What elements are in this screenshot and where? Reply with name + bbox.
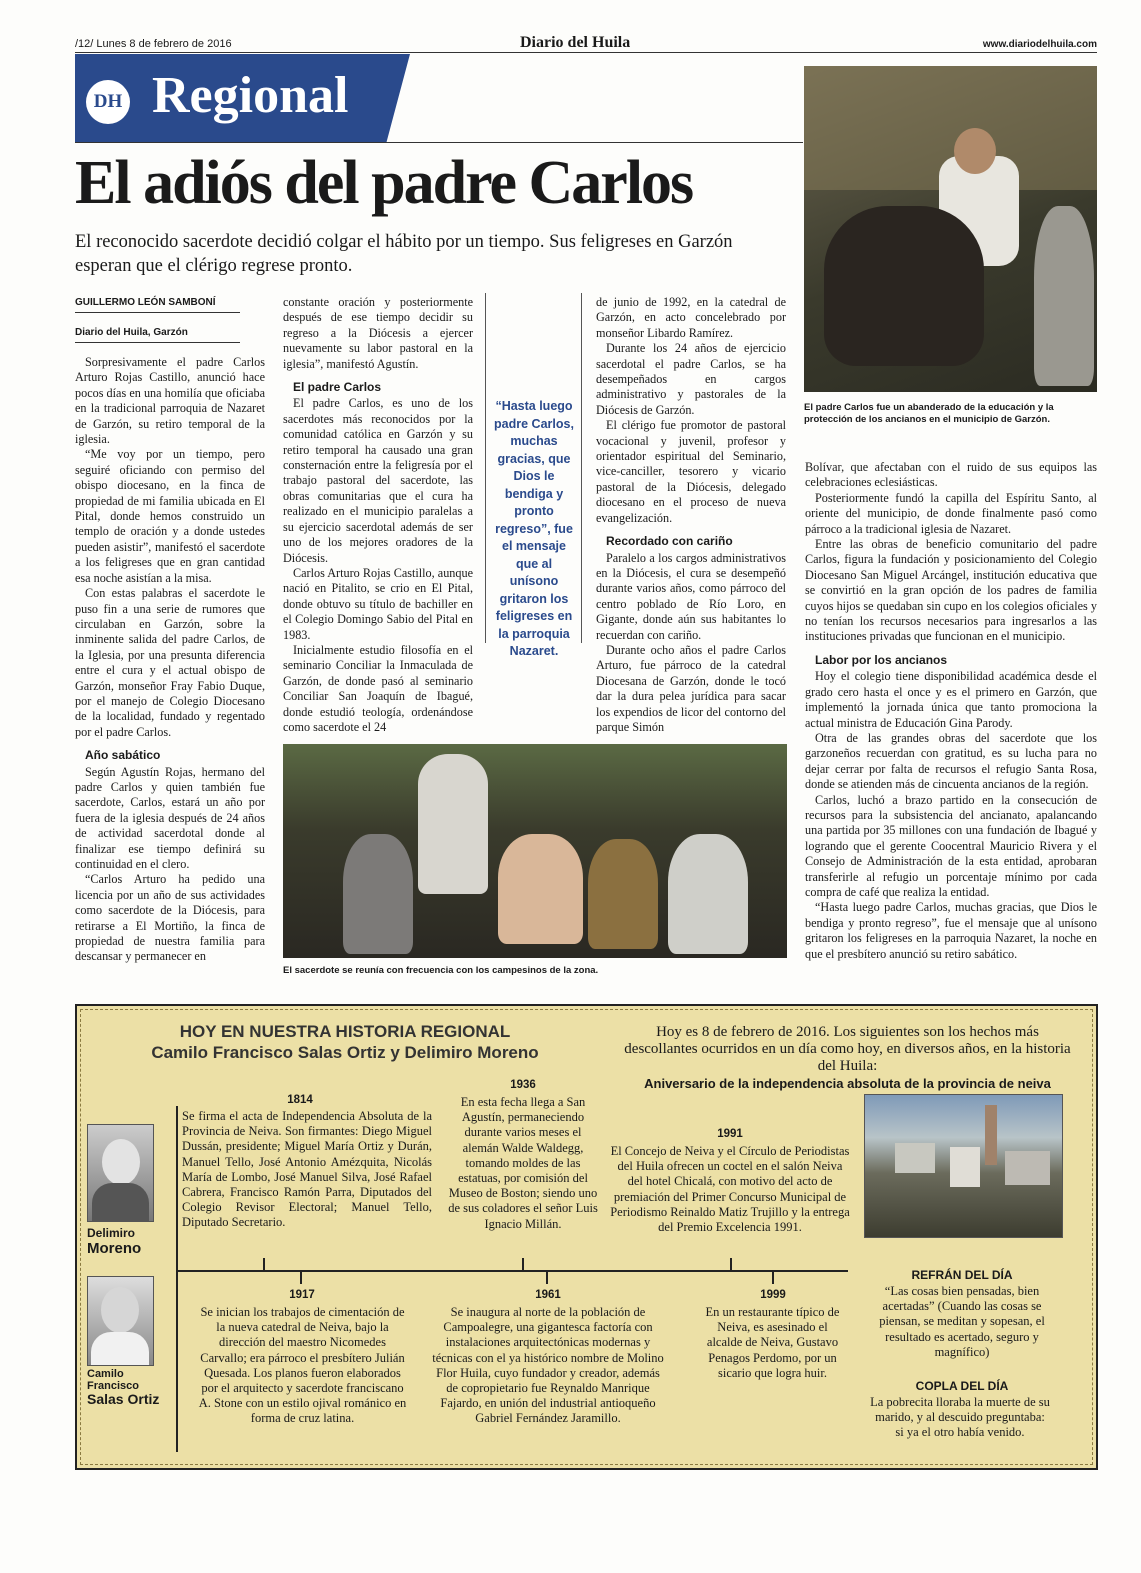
article-col1 xyxy=(75,355,265,965)
paragraph: constante oración y posteriormente después de ese tiempo decidir su regreso a la Diócesis a ejercer nuevamente su labor pastoral en la iglesia”, manifestó Agustín. xyxy=(283,295,473,371)
paragraph: “Me voy por un tiempo, pero seguiré oficiando con permiso del obispo diocesano, en la finca de propiedad de mi familia ubicada en El Pital, donde hemos construido un templo de oración y a donde ustedes pueden asistir”, manifestó el sacerdote a los feligreses que en gran cantidad esa noche asistían a la misa. xyxy=(75,447,265,585)
refran-text: “Las cosas bien pensadas, bien acertadas” (Cuando las cosas se piensan, se meditan y sopesan, el resultado es acertado, seguro y magnífico) xyxy=(879,1284,1045,1359)
copla-text: La pobrecita lloraba la muerte de su marido, y al descuido preguntaba: si ya el otro había venido. xyxy=(870,1395,1050,1440)
year-1936: 1936 xyxy=(510,1079,536,1091)
website: www.diariodelhuila.com xyxy=(982,39,1097,50)
paragraph: El clérigo fue promotor de pastoral vocacional y juvenil, profesor y orientador espiritual del Seminario, vice-canciller, tesorero y vicario pastoral de la Diócesis, delegado diocesano en el proceso de nueva evangelización. xyxy=(596,418,786,525)
paragraph: Con estas palabras el sacerdote le puso fin a una serie de rumores que circulaban en Garzón, sobre la inminente salida del padre Carlos, de la Iglesia, por una presunta diferencia entre el cura y el actual obispo de Garzón, monseñor Fray Fabio Duque, por el manejo de Colegio Diocesano de la localidad, fundado y regentado por el padre Carlos. xyxy=(75,586,265,739)
timeline-left-vertical-lower xyxy=(176,1270,178,1452)
year-1999: 1999 xyxy=(760,1289,786,1301)
timeline-left-vertical xyxy=(176,1106,178,1272)
paragraph: de junio de 1992, en la catedral de Garzón, en acto concelebrado por monseñor Libardo Ramírez. xyxy=(596,295,786,340)
tick-1936 xyxy=(522,1258,524,1270)
author2-name xyxy=(87,1368,159,1407)
timeline-axis xyxy=(176,1270,848,1272)
paragraph: Paralelo a los cargos administrativos en la Diócesis, el cura se desempeñó durante varios años, como párroco del centro poblado de Río Loro, en Gigante, donde aún sus habitantes lo recuerdan con cariño. xyxy=(596,550,786,642)
paragraph: Carlos, luchó a brazo partido en la consecución de recursos para la subsistencia del ancianato, apalancando una partida por 35 millones con una fundación de Ibagué y logrando que el gerente Coocentral Mauricio Rivera y el Consejo de Administración de la esta entidad, aprobaran transferirle al refugio un porcentaje mínimo por cada compra de café que realiza la entidad. xyxy=(805,792,1097,899)
article-lead: El reconocido sacerdote decidió colgar el hábito por un tiempo. Sus feligreses en Garzón esperan que el clérigo regrese pronto. xyxy=(75,232,733,276)
event-1999: En un restaurante típico de Neiva, es asesinado el alcalde de Neiva, Gustavo Penagos Perdomo, por un sicario que logra huir. xyxy=(705,1305,840,1380)
year-1961: 1961 xyxy=(535,1289,561,1301)
copla-title: COPLA DEL DÍA xyxy=(915,1379,1009,1393)
photo1-caption: El padre Carlos fue un abanderado de la educación y la protección de los ancianos en el municipio de Garzón. xyxy=(804,402,1054,425)
paragraph: Inicialmente estudio filosofía en el seminario Conciliar la Inmaculada de Garzón, de donde pasó al seminario Conciliar San Joaquín de Ibagué, donde estudió teología, ordenándose como sacerdote el 24 xyxy=(283,642,473,734)
photo2-caption: El sacerdote se reunía con frecuencia con los campesinos de la zona. xyxy=(283,965,599,976)
photo-priest-on-horse xyxy=(804,66,1097,392)
article-col2 xyxy=(283,295,473,735)
year-1991: 1991 xyxy=(717,1128,743,1140)
history-subtitle: Camilo Francisco Salas Ortiz y Delimiro Moreno xyxy=(151,1043,539,1062)
author2-first: Camilo xyxy=(87,1368,124,1380)
tick-1999 xyxy=(772,1272,774,1284)
paragraph: El padre Carlos, es uno de los sacerdotes más reconocidos por la comunidad católica en Garzón y su retiro temporal ha causado una gran consternación entre la feligresía por el trabajo pastoral del sacerdote, las obras comunitarias que el cura ha realizado en el municipio paralelas a su ejercicio sacerdotal además de ser uno de los mejores oradores de la Diócesis. xyxy=(283,396,473,565)
tick-1961 xyxy=(546,1272,548,1284)
section-name: Regional xyxy=(152,67,349,124)
history-intro-bold: Aniversario de la independencia absoluta de la provincia de neiva xyxy=(644,1076,1051,1091)
paragraph: Sorpresivamente el padre Carlos Arturo Rojas Castillo, anunció hace pocos días en una homilía que oficiaba en la tradicional parroquia de Nazaret de Garzón, su retiro temporal de la iglesia. xyxy=(75,355,265,447)
event-1961: Se inaugura al norte de la población de Campoalegre, una gigantesca factoría con instalaciones arquitectónicas modernas y técnicas con el ya histórico nombre de Molino Flor Huila, cuyo fundador y creador, además de copropietario fue Reynaldo Manrique Fajardo, en unión del industrial antioqueño Gabriel Fernández Jaramillo. xyxy=(432,1305,664,1426)
subhead-padre-carlos: El padre Carlos xyxy=(293,380,382,395)
article-title: El adiós del padre Carlos xyxy=(75,149,693,217)
author1-photo xyxy=(87,1124,154,1222)
paragraph: Hoy el colegio tiene disponibilidad académica desde el grado cero hasta el once y es el primero en Garzón, que implementó la jornada única que tanto promociona la actual ministra de Educación Gina Parody. xyxy=(805,669,1097,730)
paragraph: Bolívar, que afectaban con el ruido de sus equipos las celebraciones eclesiásticas. xyxy=(805,460,1097,490)
dateline: Diario del Huila, Garzón xyxy=(75,327,240,343)
quote-rule-left xyxy=(485,293,486,643)
refran-title: REFRÁN DEL DÍA xyxy=(911,1268,1013,1282)
history-title: HOY EN NUESTRA HISTORIA REGIONAL xyxy=(179,1022,511,1041)
author1-first: Delimiro xyxy=(87,1226,136,1240)
subhead-ancianos: Labor por los ancianos xyxy=(815,652,948,667)
event-1814: Se firma el acta de Independencia Absoluta de la Provincia de Neiva. Son firmantes: Diego Miguel Dussán, presidente; Miguel María Ortiz y Durán, Manuel Tello, José Antonio Amézquita, Nicolás María de Lombo, José Manuel Silva, José Rafael Cabrera, Francisco Ramón Parra, Diputados del Colegio Revisor Electoral; Manuel Tello, Diputado Secretario. xyxy=(182,1109,432,1230)
tick-1917 xyxy=(300,1272,302,1284)
paragraph: Durante ocho años el padre Carlos Arturo, fue párroco de la catedral Diocesana de Garzón, donde le tocó dar la dura pelea jurídica para sacar los expendios de licor del contorno del parque Simón xyxy=(596,642,786,734)
tick-1991 xyxy=(730,1258,732,1270)
paragraph: “Hasta luego padre Carlos, muchas gracias, que Dios le bendiga y pronto regreso”, fue el mensaje que al unísono gritaron los feligreses en la parroquia Nazaret, la noche en que el presbítero anunció su retiro sabático. xyxy=(805,900,1097,961)
paper-name: Diario del Huila xyxy=(520,34,631,51)
paragraph: Carlos Arturo Rojas Castillo, aunque nació en Pitalito, se crio en El Pital, donde obtuvo su título de bachiller en el Colegio Domingo Sabio del Pital en 1983. xyxy=(283,565,473,642)
history-intro xyxy=(620,1024,1075,1093)
author1-last: Moreno xyxy=(87,1240,142,1257)
paragraph: Según Agustín Rojas, hermano del padre Carlos y quien también fue sacerdote, Carlos, estará un año por fuera de la iglesia después de 24 años de actividad sacerdotal donde al finalizar ese tiempo definirá su continuidad en el clero. xyxy=(75,764,265,871)
year-1917: 1917 xyxy=(289,1289,315,1301)
paragraph: Otra de las grandes obras del sacerdote que los garzoneños recuerdan con gratitud, es su lucha para no dejar cerrar por falta de recursos el refugio Santa Rosa, donde se atienden más de cincuenta ancianos de la región. xyxy=(805,730,1097,792)
quote-rule-right xyxy=(581,293,582,643)
subhead-sabatico: Año sabático xyxy=(85,748,161,763)
author2-mid: Francisco xyxy=(87,1380,139,1392)
author2-photo xyxy=(87,1276,154,1366)
article-col3 xyxy=(596,295,786,735)
author1-name xyxy=(87,1226,141,1256)
year-1814: 1814 xyxy=(287,1094,313,1106)
subhead-recordado: Recordado con cariño xyxy=(606,534,733,549)
pull-quote: “Hasta luego padre Carlos, muchas gracias, que Dios le bendiga y pronto regreso”, fue el mensaje que al unísono gritaron los feligreses en la parroquia Nazaret. xyxy=(494,399,574,658)
title-rule xyxy=(75,142,803,143)
article-col4 xyxy=(805,460,1097,962)
header-rule xyxy=(75,52,1097,53)
page-date: /12/ Lunes 8 de febrero de 2016 xyxy=(75,38,232,50)
paragraph: Entre las obras de beneficio comunitario del padre Carlos, figura la fundación y posicionamiento del Colegio Diocesano San Miguel Arcángel, institución educativa que se convirtió en la gran opción de los padres de familia cuyos hijos se quedaban sin cupo en los colegios oficiales y no tenían los recursos necesarios para ingresarlos a las instituciones privadas que funcionan en el municipio. xyxy=(805,537,1097,644)
event-1991: El Concejo de Neiva y el Círculo de Periodistas del Huila ofrecen un coctel en el salón Neiva del hotel Chicalá, con motivo del acto de premiación del Primer Concurso Municipal de Periodismo Reinaldo Matiz Trujillo y la entrega del Premio Excelencia 1991. xyxy=(610,1144,850,1235)
paragraph: Durante los 24 años de ejercicio sacerdotal el padre Carlos, se ha desempeñados en cargos administrativo y pastorales de la Diócesis de Garzón. xyxy=(596,341,786,417)
history-intro-text: Hoy es 8 de febrero de 2016. Los siguientes son los hechos más descollantes ocurridos en un día como hoy, en diversos años, en la historia del Huila: xyxy=(624,1024,1071,1074)
paragraph: Posteriormente fundó la capilla del Espíritu Santo, al oriente del municipio, de donde finalmente pasó como párroco a la tradicional iglesia de Nazaret. xyxy=(805,490,1097,536)
event-1936: En esta fecha llega a San Agustín, permaneciendo durante varios meses el alemán Walde Waldegg, tomando moldes de las estatuas, por comisión del Museo de Boston; siendo uno de sus coladores el señor Luis Ignacio Millán. xyxy=(448,1095,598,1231)
photo-neiva-city xyxy=(864,1094,1063,1238)
author2-last: Salas Ortiz xyxy=(87,1391,160,1407)
event-1917: Se inician los trabajos de cimentación de la nueva catedral de Neiva, bajo la dirección del maestro Nicomedes Carvallo; era párroco el presbítero Julián Quesada. Los planos fueron elaborados por el arquitecto y sacerdote franciscano A. Stone con un estilo ojival románico en forma de cruz latina. xyxy=(198,1305,407,1426)
tick-1814 xyxy=(263,1258,265,1270)
byline: GUILLERMO LEÓN SAMBONÍ xyxy=(75,297,240,313)
dh-logo: DH xyxy=(86,80,130,124)
paragraph: “Carlos Arturo ha pedido una licencia por un año de sus actividades como sacerdote de la Diócesis, para retirarse a El Mortiño, la finca de propiedad de nuestra familia para descansar y permanecer en xyxy=(75,872,265,964)
photo-campesinos xyxy=(283,744,787,958)
